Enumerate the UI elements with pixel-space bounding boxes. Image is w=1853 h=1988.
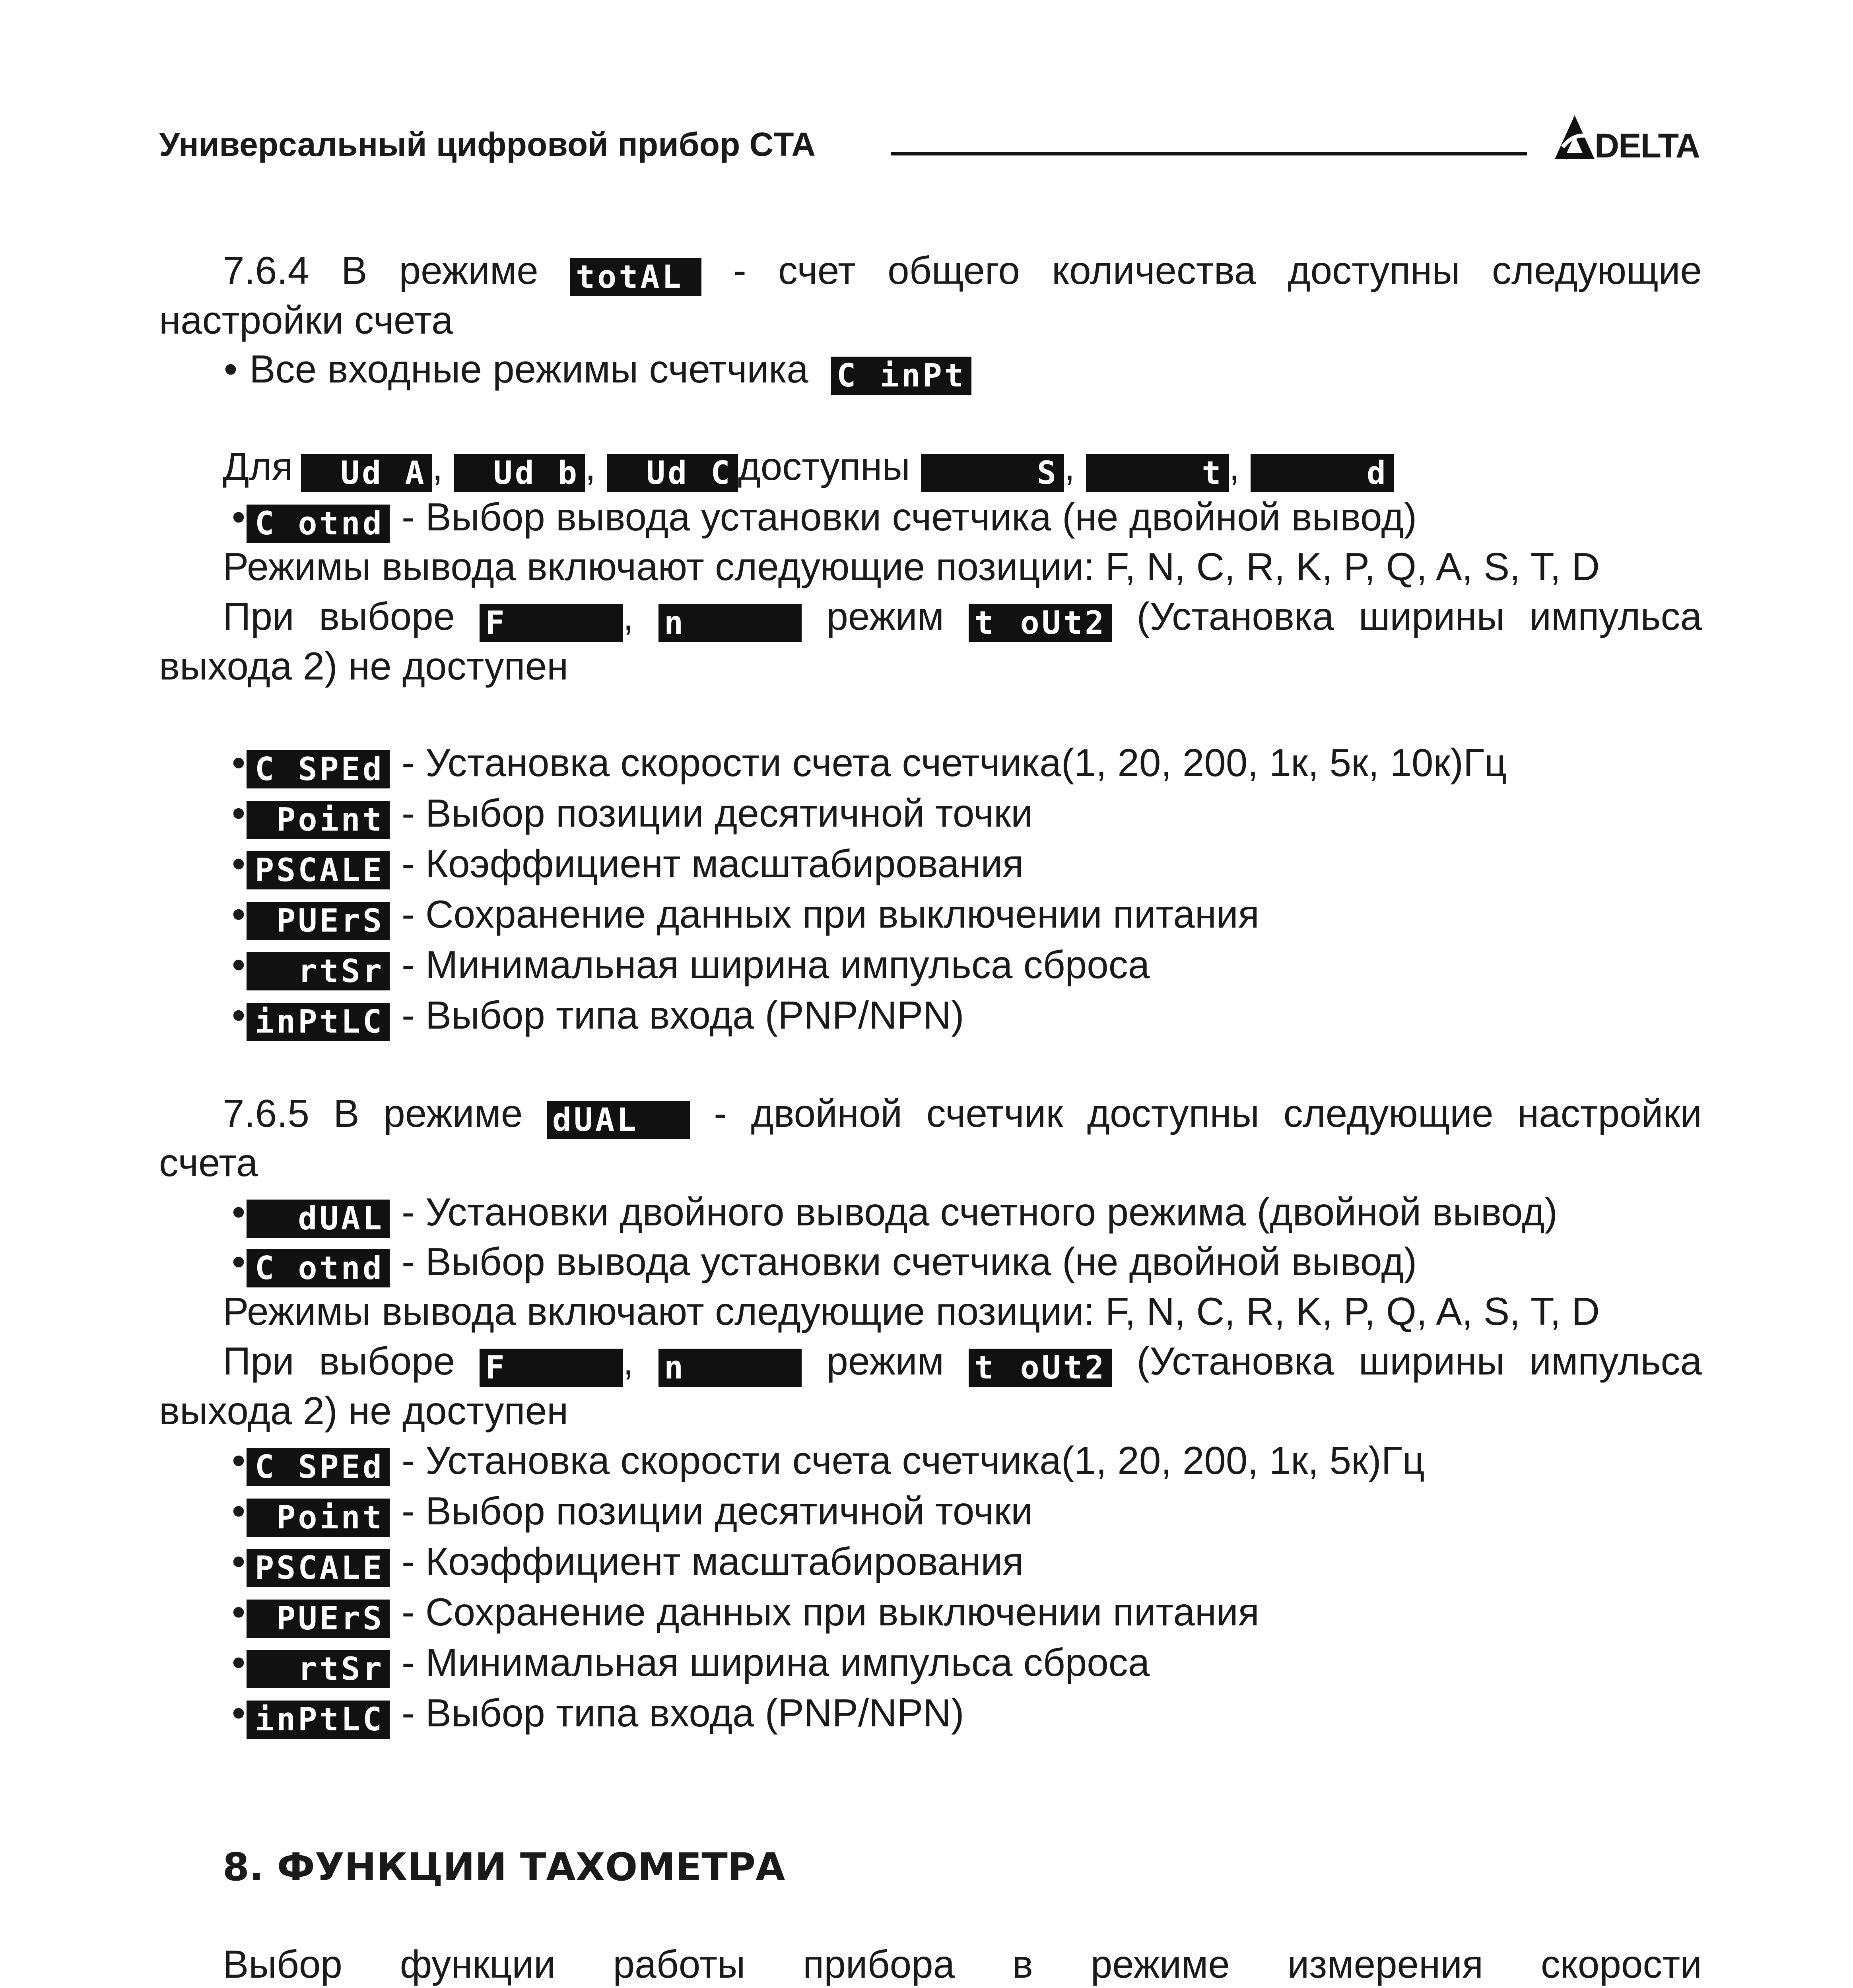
logo-text: DELTA: [1595, 127, 1700, 165]
s765-line1: 7.6.5 В режиме dUAL - двойной счетчик доступны следующие настройки: [223, 1091, 1702, 1138]
header-rule: [891, 152, 1527, 155]
lcd-rtsr: rtSr: [247, 952, 390, 990]
s765-item-5: • rtSr - Минимальная ширина импульса сброса: [231, 1640, 1150, 1687]
lcd-s: S: [921, 454, 1064, 492]
lcd-c-inpt: C inPt: [831, 357, 971, 395]
s8-p1-line1: Выбор функции работы прибора в режиме измерения скорости: [223, 1942, 1702, 1986]
lcd-dual: dUAL: [547, 1101, 690, 1139]
s765-line2: счета: [159, 1141, 258, 1184]
lcd-f-2: F: [480, 1349, 623, 1387]
s765-line3: • dUAL - Установки двойного вывода счетного режима (двойной вывод): [231, 1190, 1558, 1237]
lcd-t-out2-2: t oUt2: [969, 1349, 1112, 1387]
s764-line2: настройки счета: [159, 298, 453, 342]
lcd-pscale-2: PSCALE: [247, 1549, 390, 1587]
s764-item-5: • rtSr - Минимальная ширина импульса сброса: [231, 943, 1150, 990]
lcd-puers-2: PUErS: [247, 1600, 390, 1638]
lcd-ud-b: Ud b: [454, 454, 585, 492]
section-heading: 8. ФУНКЦИИ ТАХОМЕТРА: [223, 1845, 785, 1889]
s764-line7: При выборе F , n режим t oUt2 (Установка ширины импульса: [223, 594, 1702, 641]
lcd-c-otnd: C otnd: [247, 505, 390, 543]
s765-line4: • C otnd - Выбор вывода установки счетчика (не двойной вывод): [231, 1240, 1417, 1287]
s764-item-4: • PUErS - Сохранение данных при выключении питания: [231, 892, 1259, 939]
s765-item-6: • inPtLC - Выбор типа входа (PNP/NPN): [231, 1691, 964, 1738]
s764-line1: 7.6.4 В режиме totAL - счет общего количества доступны следующие: [223, 248, 1702, 295]
s764-item-3: • PSCALE - Коэффициент масштабирования: [231, 842, 1024, 889]
s765-line6: При выборе F , n режим t oUt2 (Установка ширины импульса: [223, 1339, 1702, 1386]
s764-line5: • C otnd - Выбор вывода установки счетчика (не двойной вывод): [231, 495, 1417, 542]
lcd-t-out2: t oUt2: [969, 604, 1112, 642]
lcd-c-sped-2: C SPEd: [247, 1448, 390, 1486]
lcd-dual-2: dUAL: [247, 1200, 390, 1238]
s765-line5: Режимы вывода включают следующие позиции: F, N, C, R, K, P, Q, A, S, T, D: [223, 1289, 1600, 1333]
lcd-t: t: [1086, 454, 1229, 492]
lcd-total: totAL: [570, 258, 701, 296]
lcd-f: F: [480, 604, 623, 642]
s765-item-4: • PUErS - Сохранение данных при выключении питания: [231, 1590, 1259, 1637]
s764-item-6: • inPtLC - Выбор типа входа (PNP/NPN): [231, 993, 964, 1040]
lcd-ud-c: Ud C: [607, 454, 738, 492]
s764-item-1: • C SPEd - Установка скорости счета счетчика(1, 20, 200, 1к, 5к, 10к)Гц: [231, 741, 1507, 788]
lcd-c-otnd-2: C otnd: [247, 1249, 390, 1287]
lcd-rtsr-2: rtSr: [247, 1650, 390, 1688]
lcd-point: Point: [247, 801, 390, 839]
s764-line8: выхода 2) не доступен: [159, 644, 569, 688]
lcd-d: d: [1251, 454, 1394, 492]
lcd-pscale: PSCALE: [247, 851, 390, 889]
lcd-inptlc: inPtLC: [247, 1003, 390, 1041]
lcd-ud-a: Ud A: [301, 454, 432, 492]
s764-line6: Режимы вывода включают следующие позиции: F, N, C, R, K, P, Q, A, S, T, D: [223, 545, 1600, 588]
s765-item-3: • PSCALE - Коэффициент масштабирования: [231, 1540, 1024, 1586]
s764-item-2: • Point - Выбор позиции десятичной точки: [231, 791, 1033, 838]
lcd-puers: PUErS: [247, 902, 390, 940]
s765-item-1: • C SPEd - Установка скорости счета счетчика(1, 20, 200, 1к, 5к)Гц: [231, 1439, 1425, 1485]
lcd-n-2: n: [658, 1349, 802, 1387]
lcd-c-sped: C SPEd: [247, 750, 390, 788]
page-header-title: Универсальный цифровой прибор CTA: [159, 126, 816, 163]
lcd-n: n: [658, 604, 802, 642]
lcd-point-2: Point: [247, 1499, 390, 1537]
lcd-inptlc-2: inPtLC: [247, 1701, 390, 1739]
s765-line7: выхода 2) не доступен: [159, 1389, 569, 1433]
s764-line3: • Все входные режимы счетчика C inPt: [223, 345, 971, 395]
s765-item-2: • Point - Выбор позиции десятичной точки: [231, 1489, 1033, 1536]
s764-line4: Для Ud A , Ud b , Ud C доступны S , t , d: [223, 443, 1394, 492]
